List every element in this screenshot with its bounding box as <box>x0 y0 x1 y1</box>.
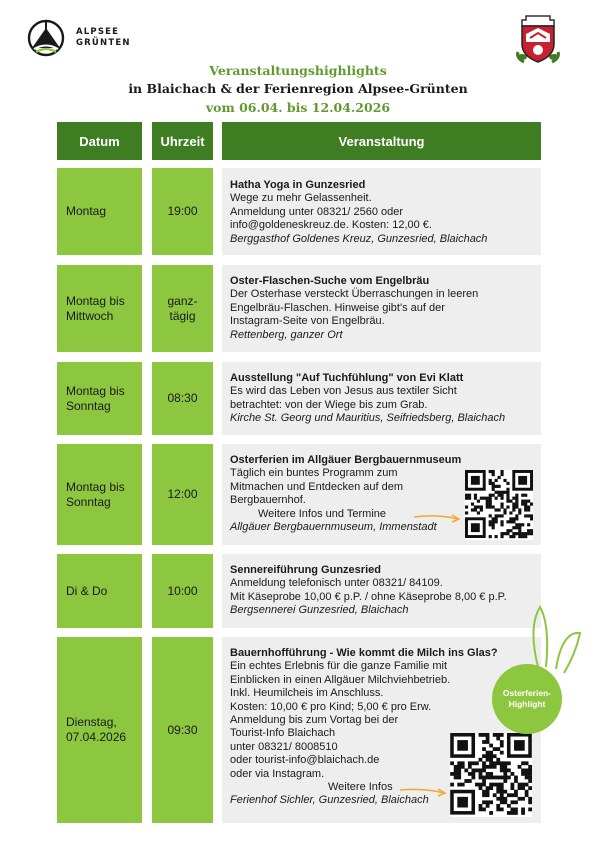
logo-line-2: GRÜNTEN <box>76 38 131 48</box>
event-location: Allgäuer Bergbauernmuseum, Immenstadt <box>230 521 437 534</box>
event-cell <box>222 362 541 435</box>
event-location: Bergsennerei Gunzesried, Blaichach <box>230 604 409 617</box>
easter-highlight-badge <box>492 664 562 734</box>
row-date <box>57 265 142 352</box>
qr-code-icon[interactable] <box>465 470 533 540</box>
event-cell <box>222 265 541 352</box>
event-text: Anmeldung unter 08321/ 2560 oder <box>230 205 404 218</box>
event-text: Mit Käseprobe 10,00 € p.P. / ohne Käseprobe 8,00 € p.P. <box>230 590 507 603</box>
event-text: Kosten: 10,00 € pro Kind; 5,00 € pro Erw. <box>230 700 432 713</box>
date-range: vom 06.04. bis 12.04.2026 <box>205 100 391 115</box>
row-date <box>57 637 142 823</box>
event-title: Sennereiführung Gunzesried <box>230 564 381 576</box>
row-date-text: Montag bis Sonntag <box>66 383 125 413</box>
row-time: 08:30 <box>152 362 213 435</box>
event-text: oder via Instagram. <box>230 767 325 780</box>
event-text: info@goldeneskreuz.de. Kosten: 12,00 €. <box>230 219 432 232</box>
row-date <box>57 362 142 435</box>
event-text: oder tourist-info@blaichach.de <box>230 754 380 767</box>
event-cell <box>222 554 541 628</box>
logo-line-1: ALPSEE <box>76 27 120 37</box>
event-text: Ein echtes Erlebnis für die ganze Familie mit <box>230 660 448 673</box>
event-text: Anmeldung bis zum Vortag bei der <box>230 714 399 727</box>
row-date <box>57 444 142 545</box>
event-cell <box>222 168 541 255</box>
column-header-date: Datum <box>57 122 142 160</box>
row-date: Di & Do <box>57 554 142 628</box>
badge-line-1: Osterferien- <box>502 688 552 698</box>
row-time: 10:00 <box>152 554 213 628</box>
event-text: Täglich ein buntes Programm zum <box>230 467 398 480</box>
arrow-icon <box>412 511 464 525</box>
more-info-label: Weitere Infos und Termine <box>258 507 386 520</box>
column-header-time: Uhrzeit <box>152 122 213 160</box>
badge-line-2: Highlight <box>508 699 546 709</box>
more-info-label: Weitere Infos <box>328 781 393 794</box>
event-text: Bergbauernhof. <box>230 494 306 507</box>
event-text: Es wird das Leben von Jesus aus textiler Sicht <box>230 385 457 398</box>
row-time: 12:00 <box>152 444 213 545</box>
mountain-logo-icon <box>26 18 66 58</box>
row-date-text: Dienstag, 07.04.2026 <box>66 715 127 744</box>
event-text: Engelbräu-Flaschen. Hinweise gibt's auf der <box>230 301 445 314</box>
page-subtitle: in Blaichach & der Ferienregion Alpsee-Grünten <box>128 81 468 96</box>
event-title: Bauernhofführung - Wie kommt die Milch ins Glas? <box>230 647 498 659</box>
event-text: Wege zu mehr Gelassenheit. <box>230 192 372 205</box>
row-date-text: Montag bis Sonntag <box>66 479 125 509</box>
row-time: 19:00 <box>152 168 213 255</box>
municipal-crest-icon <box>512 12 564 66</box>
event-location: Rettenberg, ganzer Ort <box>230 328 343 341</box>
event-text: Inkl. Heumilcheis im Anschluss. <box>230 687 384 700</box>
row-time: 09:30 <box>152 637 213 823</box>
event-title: Osterferien im Allgäuer Bergbauernmuseum <box>230 454 462 466</box>
event-location: Ferienhof Sichler, Gunzesried, Blaichach <box>230 794 429 807</box>
event-title: Hatha Yoga in Gunzesried <box>230 179 366 191</box>
page-title: Veranstaltungshighlights <box>209 63 387 78</box>
row-time <box>152 265 213 352</box>
event-title: Oster-Flaschen-Suche vom Engelbräu <box>230 275 430 287</box>
arrow-icon <box>398 785 450 799</box>
event-location: Kirche St. Georg und Mauritius, Seifriedsberg, Blaichach <box>230 412 506 425</box>
alpsee-gruenten-logo <box>26 18 146 58</box>
event-text: Einblicken in einen Allgäuer Milchviehbetrieb. <box>230 673 451 686</box>
event-text: Mitmachen und Entdecken auf dem <box>230 480 404 493</box>
column-header-event: Veranstaltung <box>222 122 541 160</box>
event-text: Der Osterhase versteckt Überraschungen in leeren <box>230 288 479 301</box>
event-text: Instagram-Seite von Engelbräu. <box>230 315 385 328</box>
event-text: Anmeldung telefonisch unter 08321/ 84109. <box>230 577 443 590</box>
event-location: Berggasthof Goldenes Kreuz, Gunzesried, Blaichach <box>230 232 488 245</box>
event-text: unter 08321/ 8008510 <box>230 740 338 753</box>
row-date: Montag <box>57 168 142 255</box>
qr-code-icon[interactable] <box>450 733 532 817</box>
event-title: Ausstellung "Auf Tuchfühlung" von Evi Klatt <box>230 372 464 384</box>
row-date-text: Montag bis Mittwoch <box>66 293 125 323</box>
event-text: Tourist-Info Blaichach <box>230 727 336 740</box>
event-text: betrachtet: von der Wiege bis zum Grab. <box>230 398 428 411</box>
row-time-text: ganz-tägig <box>167 293 198 323</box>
